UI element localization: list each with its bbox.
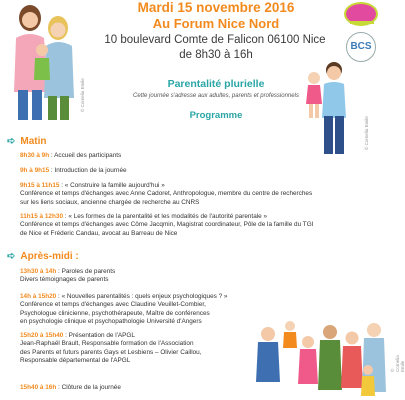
list-item [20, 384, 275, 392]
list-item [20, 268, 380, 285]
credit-bottom: © Cornelia Emile [390, 355, 405, 372]
event-date: Mardi 15 novembre 2016 [137, 0, 295, 15]
item-text: : « Les formes de la parentalité et les modalités de l'autorité parentale » [63, 213, 268, 220]
list-item [20, 167, 380, 175]
item-text: en psychologie clinique et psychopathologie Université d'Angers [20, 318, 202, 326]
item-time: 15h40 à 16h [20, 384, 57, 391]
section-apres-midi-label: Après-midi : [20, 251, 79, 262]
item-text: Conférence et temps d'échanges avec Anne Cadoret, Anthropologue, membre du centre de recherches [20, 190, 313, 198]
section-matin-label: Matin [20, 136, 47, 147]
section-matin [7, 136, 47, 147]
item-text: Conférence et temps d'échanges avec Côme Jacqmin, Magistrat coordinateur, Pôle de la famille du TGI [20, 221, 314, 229]
credit-right: © Cornelia Emile [364, 116, 369, 150]
family-illustration-left [2, 2, 82, 124]
item-time: 15h20 à 15h40 [20, 332, 64, 339]
item-text: : « Construire la famille aujourd'hui » [59, 182, 165, 189]
item-time: 11h15 à 12h30 [20, 213, 63, 220]
page-title: Parentalité plurielle [167, 78, 265, 90]
item-text: Psychologue clinicienne, psychothérapeute, Maître de conférences [20, 309, 210, 317]
item-text: sur les liens sociaux, ancienne chargée de recherche au CNRS [20, 198, 200, 206]
bcs-logo: BCS [346, 32, 376, 62]
partner-logo-pink [344, 2, 378, 26]
item-text: Conférence et temps d'échanges avec Claudine Veuillet-Combier, [20, 301, 206, 309]
item-text: des Parents et futurs parents Gays et Lesbiens – Olivier Caillou, [20, 348, 202, 356]
list-item [20, 152, 380, 160]
item-time: 13h30 à 14h [20, 268, 57, 275]
item-time: 9h à 9h15 [20, 167, 50, 174]
arrow-right-icon: ➪ [7, 136, 16, 147]
item-text: : Clôture de la journée [56, 384, 121, 391]
list-item [20, 332, 275, 366]
item-text: : Introduction de la journée [49, 167, 127, 174]
page-subtitle: Cette journée s'adresse aux adultes, parents et professionnels [133, 93, 299, 99]
section-apres-midi [7, 251, 79, 262]
item-time: 9h15 à 11h15 [20, 182, 60, 189]
item-text: Responsable départemental de l'APGL [20, 357, 131, 365]
item-text: Divers témoignages de parents [20, 276, 109, 284]
item-text: : Présentation de l'APGL [63, 332, 135, 339]
item-text: : « Nouvelles parentalités : quels enjeux psychologiques ? » [56, 293, 228, 300]
event-address: 10 boulevard Comte de Falicon 06100 Nice [104, 34, 326, 46]
item-time: 14h à 15h20 [20, 293, 57, 300]
credit-left: © Cornelia Emile [80, 78, 85, 112]
item-time: 8h30 à 9h [20, 152, 50, 159]
arrow-right-icon: ➪ [7, 251, 16, 262]
item-text: : Paroles de parents [56, 268, 116, 275]
event-time: de 8h30 à 16h [179, 49, 253, 61]
programme-heading: Programme [189, 110, 243, 121]
item-text: de Nice et Fréderic Candau, avocat au Barreau de Nice [20, 229, 178, 237]
family-illustration-right [300, 60, 360, 158]
list-item [20, 182, 380, 207]
item-text: Jean-Raphaël Brault, Responsable formation de l'Association [20, 340, 194, 348]
list-item [20, 213, 380, 238]
item-text: : Accueil des participants [49, 152, 122, 159]
list-item [20, 293, 275, 327]
event-place: Au Forum Nice Nord [152, 16, 280, 31]
